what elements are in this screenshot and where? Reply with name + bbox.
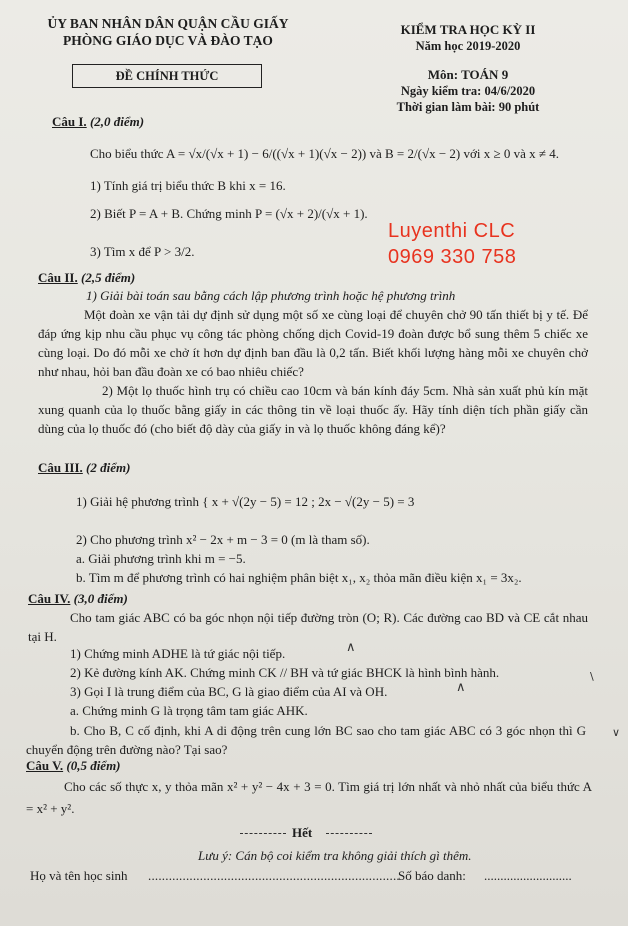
q1-part2: 2) Biết P = A + B. Chứng minh P = (√x + 2)/(√x + 1). bbox=[90, 206, 368, 221]
q2-points: (2,5 điểm) bbox=[81, 270, 136, 285]
q2-instruction: 1) Giải bài toán sau bằng cách lập phương trình hoặc hệ phương trình bbox=[86, 288, 456, 303]
q4-part3: 3) Gọi I là trung điểm của BC, G là giao điểm của AI và OH. bbox=[70, 684, 388, 699]
exam-title: KIỂM TRA HỌC KỲ II bbox=[400, 22, 536, 37]
q2-heading bbox=[38, 270, 135, 286]
q3-part2b: b. Tìm m để phương trình có hai nghiệm phân biệt x₁, x₂ thỏa mãn điều kiện x₁ = 3x₂. bbox=[76, 570, 522, 585]
q3-part1: 1) Giải hệ phương trình { x + √(2y − 5) = 12 ; 2x − √(2y − 5) = 3 bbox=[76, 494, 415, 509]
q4-title: Câu IV. bbox=[28, 591, 71, 606]
org-line2: PHÒNG GIÁO DỤC VÀ ĐÀO TẠO bbox=[63, 33, 273, 48]
watermark-phone: 0969 330 758 bbox=[388, 246, 517, 268]
exam-date: Ngày kiểm tra: 04/6/2020 bbox=[400, 84, 536, 98]
end-rule-right bbox=[326, 833, 372, 834]
q4-points: (3,0 điểm) bbox=[73, 591, 128, 606]
pencil-mark: \ bbox=[590, 670, 594, 683]
q3-heading bbox=[38, 460, 130, 476]
student-name-dots: ......................................................................... bbox=[148, 868, 400, 883]
student-id-dots: ........................... bbox=[484, 868, 572, 883]
q5-title: Câu V. bbox=[26, 758, 64, 773]
q4-heading bbox=[28, 591, 128, 607]
official-label: ĐỀ CHÍNH THỨC bbox=[72, 64, 262, 88]
q1-points: (2,0 điểm) bbox=[89, 114, 145, 129]
pencil-mark: ∨ bbox=[612, 726, 621, 739]
school-year: Năm học 2019-2020 bbox=[415, 39, 521, 53]
student-name-label: Họ và tên học sinh bbox=[30, 868, 128, 883]
watermark-name: Luyenthi CLC bbox=[388, 220, 516, 242]
subject: Môn: TOÁN 9 bbox=[427, 67, 509, 82]
org-line1: ỦY BAN NHÂN DÂN QUẬN CẦU GIẤY bbox=[47, 16, 289, 31]
q3-part2: 2) Cho phương trình x² − 2x + m − 3 = 0 (m là tham số). bbox=[76, 532, 370, 547]
q5-points: (0,5 điểm) bbox=[66, 758, 121, 773]
q1-part3: 3) Tìm x để P > 3/2. bbox=[90, 244, 195, 259]
end-rule-left bbox=[240, 833, 286, 834]
q3-part2a: a. Giải phương trình khi m = −5. bbox=[76, 551, 246, 566]
footer-note: Lưu ý: Cán bộ coi kiểm tra không giải thích gì thêm. bbox=[198, 848, 472, 863]
q3-title: Câu III. bbox=[38, 460, 83, 475]
q5-text: Cho các số thực x, y thỏa mãn x² + y² − 4x + 3 = 0. Tìm giá trị lớn nhất và nhỏ nhất của biểu thức A = x² + y². bbox=[26, 779, 592, 816]
pencil-mark: ∧ bbox=[346, 640, 356, 655]
q4-part3a: a. Chứng minh G là trọng tâm tam giác AHK. bbox=[70, 703, 308, 718]
q4-part3b: b. Cho B, C cố định, khi A di động trên cung lớn BC sao cho tam giác ABC có 3 góc nhọn thì G chuyển động trên đường nào? Tại sao? bbox=[26, 723, 586, 757]
student-id-label: Số báo danh: bbox=[398, 868, 466, 883]
pencil-mark: ∧ bbox=[456, 680, 466, 695]
end-label: Hết bbox=[292, 825, 313, 840]
q4-part1: 1) Chứng minh ADHE là tứ giác nội tiếp. bbox=[70, 646, 286, 661]
q3-points: (2 điểm) bbox=[86, 460, 131, 475]
q1-heading bbox=[52, 114, 144, 130]
q2-problem1: Một đoàn xe vận tải dự định sử dụng một số xe cùng loại để chuyên chở 90 tấn thiết bị y tế. Để đáp ứng kịp nhu cầu phục vụ công tác phòng chống dịch Covid-19 đoàn được bổ sung thêm 5 chiếc xe cùng loại. Do đó mỗi xe chở ít hơn dự định ban đầu là 0,2 tấn. Biết khối lượng hàng mỗi xe chuyên chở như nhau, hỏi ban đầu đoàn xe có bao nhiêu chiếc? bbox=[38, 307, 588, 379]
q4-intro: Cho tam giác ABC có ba góc nhọn nội tiếp đường tròn (O; R). Các đường cao BD và CE cắt nhau tại H. bbox=[28, 610, 588, 644]
q4-part2: 2) Kẻ đường kính AK. Chứng minh CK // BH và tứ giác BHCK là hình bình hành. bbox=[70, 665, 500, 680]
q1-intro: Cho biểu thức A = √x/(√x + 1) − 6/((√x + 1)(√x − 2)) và B = 2/(√x − 2) với x ≥ 0 và x ≠ 4. bbox=[90, 146, 560, 161]
q5-heading bbox=[26, 758, 121, 774]
q1-title: Câu I. bbox=[52, 114, 87, 129]
duration: Thời gian làm bài: 90 phút bbox=[396, 100, 540, 114]
q1-part1: 1) Tính giá trị biểu thức B khi x = 16. bbox=[90, 178, 286, 193]
q2-title: Câu II. bbox=[38, 270, 78, 285]
q2-problem2: 2) Một lọ thuốc hình trụ có chiều cao 10cm và bán kính đáy 5cm. Nhà sản xuất phủ kín mặt xung quanh của lọ thuốc bằng giấy in các thông tin về loại thuốc ấy. Hãy tính diện tích phần giấy cần dùng của lọ thuốc đó (cho biết độ dày của giấy in và lọ thuốc không đáng kể)? bbox=[38, 383, 588, 436]
